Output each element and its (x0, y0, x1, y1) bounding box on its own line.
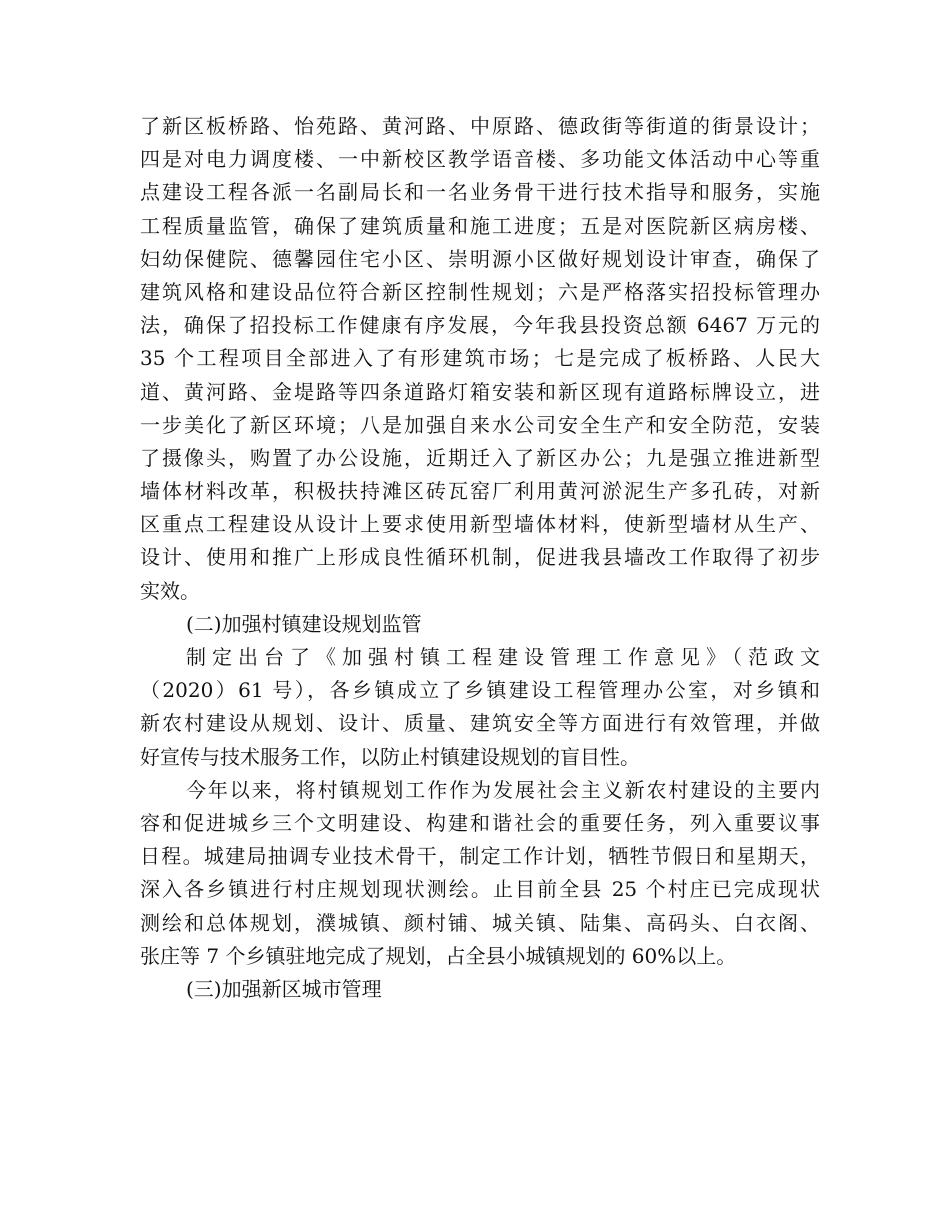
text-line: 设计、使用和推广上形成良性循环机制，促进我县墙改工作取得了初步 (140, 545, 820, 570)
text-line: 妇幼保健院、德馨园住宅小区、崇明源小区做好规划设计审查，确保了 (140, 246, 820, 271)
text-line: 制定出台了《加强村镇工程建设管理工作意见》（范政文 (186, 645, 820, 669)
document-body (140, 110, 820, 1006)
text-line: 张庄等 7 个乡镇驻地完成了规划，占全县小城镇规划的 60%以上。 (140, 943, 737, 968)
text-line: 测绘和总体规划，濮城镇、颜村铺、城关镇、陆集、高码头、白衣阁、 (140, 910, 820, 935)
text-line: 35 个工程项目全部进入了有形建筑市场；七是完成了板桥路、人民大 (140, 346, 820, 371)
section-heading-3: (三)加强新区城市管理 (186, 976, 382, 1001)
text-line: 一步美化了新区环境；八是加强自来水公司安全生产和安全防范，安装 (140, 412, 820, 437)
text-line: 日程。城建局抽调专业技术骨干，制定工作计划，牺牲节假日和星期天， (140, 844, 820, 869)
text-line: 了新区板桥路、怡苑路、黄河路、中原路、德政街等街道的街景设计； (140, 114, 820, 138)
text-line: 深入各乡镇进行村庄规划现状测绘。止目前全县 25 个村庄已完成现状 (140, 877, 820, 902)
text-line: 新农村建设从规划、设计、质量、建筑安全等方面进行有效管理，并做 (140, 711, 820, 736)
text-line: 了摄像头，购置了办公设施，近期迁入了新区办公；九是强立推进新型 (140, 445, 820, 470)
text-line: 墙体材料改革，积极扶持滩区砖瓦窑厂利用黄河淤泥生产多孔砖，对新 (140, 479, 820, 504)
text-line: 道、黄河路、金堤路等四条道路灯箱安装和新区现有道路标牌设立，进 (140, 379, 820, 404)
text-line: 工程质量监管，确保了建筑质量和施工进度；五是对医院新区病房楼、 (140, 213, 820, 238)
text-line: 今年以来，将村镇规划工作作为发展社会主义新农村建设的主要内 (186, 777, 820, 802)
text-line: 建筑风格和建设品位符合新区控制性规划；六是严格落实招投标管理办 (140, 279, 820, 304)
text-line: 四是对电力调度楼、一中新校区教学语音楼、多功能文体活动中心等重 (140, 147, 820, 172)
text-line: 容和促进城乡三个文明建设、构建和谐社会的重要任务，列入重要议事 (140, 810, 820, 835)
text-line: 实效。 (140, 578, 200, 603)
text-line: 点建设工程各派一名副局长和一名业务骨干进行技术指导和服务，实施 (140, 180, 820, 205)
text-line: （2020）61 号），各乡镇成立了乡镇建设工程管理办公室，对乡镇和 (140, 678, 820, 703)
text-line: 区重点工程建设从设计上要求使用新型墙体材料，使新型墙材从生产、 (140, 512, 820, 537)
text-line: 法，确保了招投标工作健康有序发展，今年我县投资总额 6467 万元的 (140, 313, 820, 338)
section-heading-2: (二)加强村镇建设规划监管 (186, 611, 422, 636)
text-line: 好宣传与技术服务工作，以防止村镇建设规划的盲目性。 (140, 744, 640, 769)
